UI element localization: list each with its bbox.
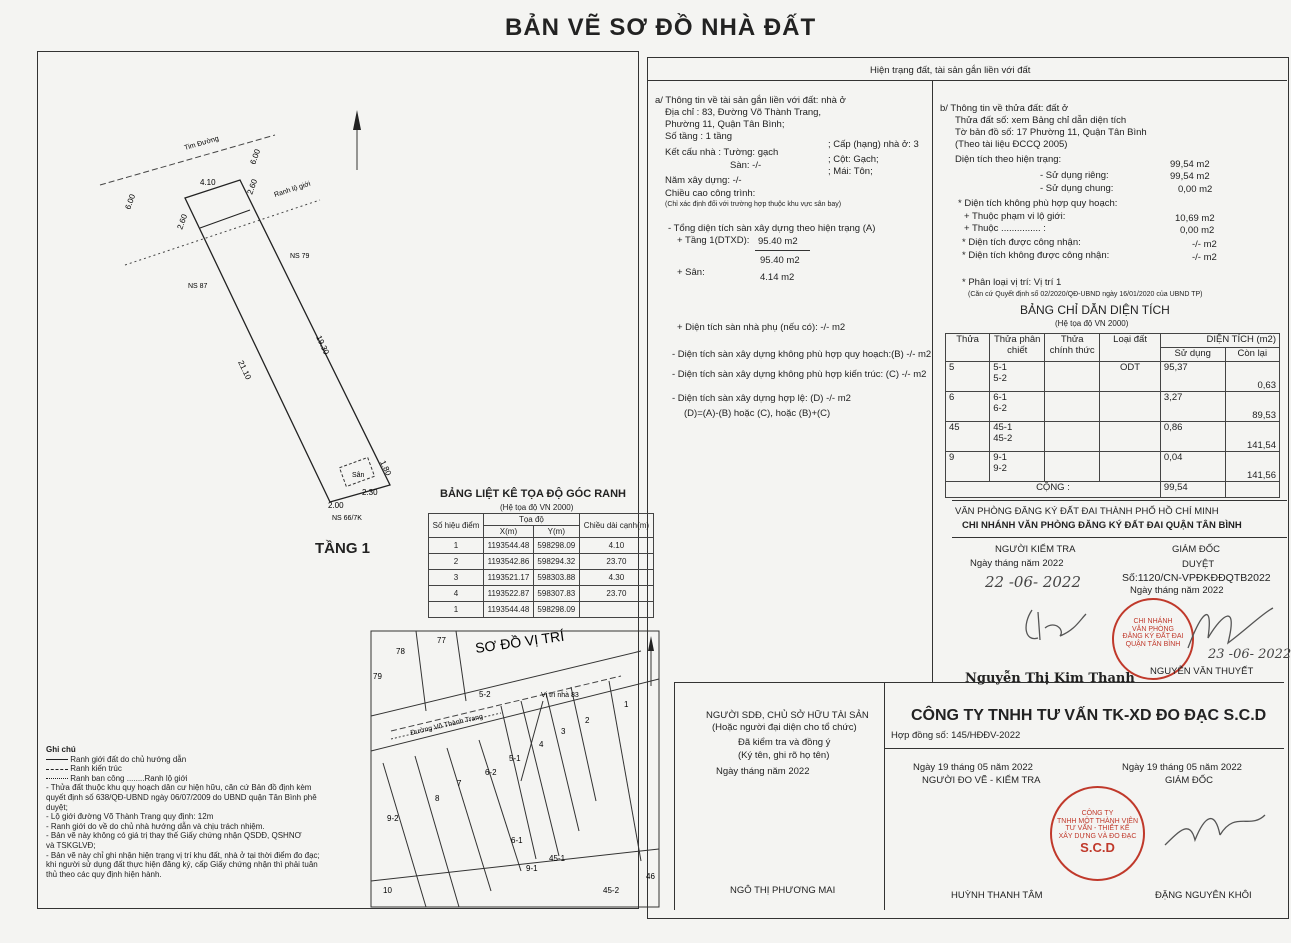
svg-text:79: 79 — [373, 672, 382, 681]
note-7: và TSKGLVĐ; — [46, 840, 96, 850]
house-aux: + Diện tích sàn nhà phụ (nếu có): -/- m2 — [677, 322, 846, 333]
house-total: - Tổng diện tích sàn xây dựng theo hiện trạng (A) — [668, 223, 876, 234]
house-porch-val: 4.14 m2 — [760, 272, 795, 283]
dim-top: 4.10 — [200, 178, 216, 187]
svg-text:3: 3 — [561, 727, 566, 736]
land-row-7: * Diện tích không được công nhận: — [962, 250, 1110, 261]
note-1: - Thửa đất thuộc khu quy hoạch dân cư hiện hữu, căn cứ Bản đồ định kèm — [46, 783, 312, 793]
land-location-class: * Phân loại vị trí: Vị trí 1 — [962, 277, 1062, 288]
neighbor-66: NS 66/7K — [332, 515, 362, 522]
svg-text:2: 2 — [585, 716, 590, 725]
area-table: Thửa Thửa phân chiết Thửa chính thức Loại đất DIỆN TÍCH (m2) Sử dụng Còn lại 5 5-1 5-2 ODT 95,37 0,63 6 6-1 6-2 3,27 89,53 45 45-1 45-2 0,86 141,54 9 9-1 9-2 0,04 141,56 CỘNG : 99,54 — [945, 333, 1280, 498]
land-sheet: Tờ bản đồ số: 17 Phường 11, Quận Tân Bình — [955, 127, 1147, 138]
dim-d: 2.60 — [175, 212, 190, 231]
dim-b: 6.00 — [123, 192, 138, 211]
checker-signature — [1020, 600, 1090, 645]
land-heading: b/ Thông tin về thửa đất: đất ở — [940, 103, 1069, 114]
house-height-note: (Chỉ xác định đối với trường hợp thuộc khu vực sân bay) — [665, 201, 842, 208]
svg-text:4: 4 — [539, 740, 544, 749]
company-director-date: Ngày 19 tháng 05 năm 2022 — [1122, 762, 1242, 773]
svg-text:8: 8 — [435, 794, 440, 803]
house-grade: ; Cấp (hạng) nhà ở: 3 — [828, 139, 919, 150]
note-9: khi người sử dụng đất thực hiện đăng ký, cấp Giấy chứng nhận thì phải tuân — [46, 860, 318, 870]
surveyor-date: Ngày 19 tháng 05 năm 2022 — [913, 762, 1033, 773]
director-title: GIÁM ĐỐC — [1172, 544, 1221, 555]
svg-text:45-2: 45-2 — [603, 886, 620, 895]
owner-l2: (Hoặc người đại diện cho tổ chức) — [712, 722, 857, 733]
approved: DUYỆT — [1182, 559, 1215, 570]
checker-name: Nguyễn Thị Kim Thanh — [965, 671, 1135, 686]
svg-text:77: 77 — [437, 636, 446, 645]
house-roof: ; Mái: Tôn; — [828, 166, 873, 177]
note-8: - Bản vẽ này chỉ ghi nhận hiện trạng vị trí khu đất, nhà ở tại thời điểm đo đạc; — [46, 850, 320, 860]
house-d-formula: (D)=(A)-(B) hoặc (C), hoặc (B)+(C) — [684, 408, 831, 419]
owner-l1: NGƯỜI SDĐ, CHỦ SỞ HỮU TÀI SẢN — [706, 710, 869, 721]
company-signature — [1160, 800, 1270, 860]
right-header: Hiện trạng đất, tài sản gắn liền với đất — [870, 65, 1031, 76]
land-nonconform: * Diện tích không phù hợp quy hoạch: — [958, 198, 1118, 209]
surveyor-name: HUỲNH THANH TÂM — [951, 890, 1043, 901]
land-row-5: + Thuộc ............... : — [964, 223, 1046, 234]
dim-left: 21.10 — [236, 359, 253, 381]
road-label: Tim Đường — [183, 135, 220, 152]
coords-table: Số hiệu điểm Tọa độ Chiều dài cạnh(m) X(m) Y(m) 1 1193544.48 598298.09 4.10 2 1193542.86 598294.32 23.70 3 1193521.17 598303.88 4.30 4 1193522.87 598307.83 23.70 1 1193544.48 598298.09 — [428, 513, 654, 618]
land-row-6: * Diện tích được công nhận: — [962, 237, 1081, 248]
land-row-4: + Thuộc phạm vi lộ giới: — [964, 211, 1066, 222]
house-floor1-val: 95.40 m2 — [758, 236, 798, 247]
svg-text:45-1: 45-1 — [549, 854, 566, 863]
note-3: duyệt; — [46, 802, 68, 812]
office-line1: VĂN PHÒNG ĐĂNG KÝ ĐẤT ĐAI THÀNH PHỐ HỒ CHÍ MINH — [955, 506, 1219, 517]
note-6: - Bản vẽ này không có giá trị thay thế Giấy chứng nhận QSDĐ, QSHNƠ — [46, 831, 302, 841]
house-address2: Phường 11, Quận Tân Bình; — [665, 119, 785, 130]
svg-text:9-1: 9-1 — [526, 864, 538, 873]
director-date: Ngày tháng năm 2022 — [1130, 585, 1224, 596]
map-title: SƠ ĐỒ VỊ TRÍ — [474, 627, 566, 656]
owner-name: NGÔ THỊ PHƯƠNG MAI — [730, 885, 836, 896]
land-location-basis: (Căn cứ Quyết định số 02/2020/QĐ-UBND ngày 16/01/2020 của UBND TP) — [968, 291, 1203, 298]
approval-number: Số:1120/CN-VPĐKĐĐQTB2022 — [1122, 572, 1271, 584]
svg-text:5-1: 5-1 — [509, 754, 521, 763]
dim-c: 2.60 — [245, 177, 260, 196]
company-director-name: ĐẶNG NGUYÊN KHÔI — [1155, 890, 1252, 901]
coords-subtitle: (Hệ tọa độ VN 2000) — [500, 503, 574, 512]
land-row-2: - Sử dụng riêng: — [1040, 170, 1109, 181]
map-street: Đường Võ Thành Trang — [409, 713, 484, 737]
svg-text:10: 10 — [383, 886, 392, 895]
floor-label: TẦNG 1 — [315, 540, 371, 557]
house-heading: a/ Thông tin về tài sản gắn liền với đất: nhà ở — [655, 95, 846, 106]
house-address1: Địa chỉ : 83, Đường Võ Thành Trang, — [665, 107, 822, 118]
note-5: - Ranh giới do về do chủ nhà hướng dẫn và chịu trách nhiệm. — [46, 821, 265, 831]
site-plan — [90, 100, 420, 520]
checker-date-hand: 22 -06- 2022 — [985, 573, 1082, 591]
land-row-3-val: 0,00 m2 — [1178, 184, 1213, 195]
land-row-2-val: 99,54 m2 — [1170, 171, 1210, 182]
note-2: quyết định số 638/QĐ-UBND ngày 06/07/2009 do UBND quận Tân Bình phê — [46, 792, 317, 802]
house-floor-mat: Sàn: -/- — [730, 160, 762, 171]
land-source: (Theo tài liệu ĐCCQ 2005) — [955, 139, 1068, 150]
surveyor-role: NGƯỜI ĐO VẼ - KIỂM TRA — [922, 775, 1041, 786]
owner-l4: (Ký tên, ghi rõ họ tên) — [738, 750, 830, 761]
house-d: - Diện tích sàn xây dựng hợp lệ: (D) -/- m2 — [672, 393, 851, 404]
note-4: - Lộ giới đường Võ Thành Trang quy định: 12m — [46, 812, 214, 822]
dim-g: 2.30 — [362, 488, 378, 497]
dim-f: 2.00 — [328, 501, 344, 510]
map-target: Vị trí nhà 83 — [541, 692, 579, 699]
legend-2: Ranh kiến trúc — [70, 764, 122, 774]
company-contract: Hợp đồng số: 145/HĐĐV-2022 — [891, 730, 1021, 741]
house-year: Năm xây dựng: -/- — [665, 175, 742, 186]
office-line2: CHI NHÁNH VĂN PHÒNG ĐĂNG KÝ ĐẤT ĐAI QUẬN TÂN BÌNH — [962, 520, 1242, 531]
dim-a: 6.00 — [248, 147, 263, 166]
land-row-6-val: -/- m2 — [1192, 239, 1217, 250]
director-date-hand: 23 -06- 2022 — [1208, 647, 1291, 662]
checker-title: NGƯỜI KIỂM TRA — [995, 544, 1076, 555]
location-map — [371, 627, 659, 907]
page-title: BẢN VẼ SƠ ĐỒ NHÀ ĐẤT — [505, 14, 817, 41]
legend-3: Ranh ban công ........Ranh lộ giới — [70, 773, 188, 783]
house-column: ; Cột: Gạch; — [828, 154, 879, 165]
svg-text:7: 7 — [457, 779, 462, 788]
house-floor1: + Tầng 1(DTXD): — [677, 235, 750, 246]
land-row-4-val: 10,69 m2 — [1175, 213, 1215, 224]
area-title: BẢNG CHỈ DẪN DIỆN TÍCH — [1020, 303, 1170, 317]
owner-date: Ngày tháng năm 2022 — [716, 766, 810, 777]
house-porch: + Sân: — [677, 267, 705, 278]
director-name: NGUYỄN VĂN THUYẾT — [1150, 666, 1254, 677]
svg-text:6-1: 6-1 — [511, 836, 523, 845]
svg-text:9-2: 9-2 — [387, 814, 399, 823]
svg-text:1: 1 — [624, 700, 629, 709]
note-10: thủ theo các quy định hiện hành. — [46, 869, 162, 879]
house-structure: Kết cấu nhà : Tường: gạch — [665, 147, 779, 158]
checker-date: Ngày tháng năm 2022 — [970, 558, 1064, 569]
company-stamp: CÔNG TY TNHH MỘT THÀNH VIÊN TƯ VẤN - THIẾT KẾ XÂY DỰNG VÀ ĐO ĐẠC S.C.D — [1050, 786, 1145, 881]
company-director-role: GIÁM ĐỐC — [1165, 775, 1214, 786]
owner-l3: Đã kiểm tra và đồng ý — [738, 737, 831, 748]
land-row-3: - Sử dụng chung: — [1040, 183, 1114, 194]
house-floor1-sum: 95.40 m2 — [760, 255, 800, 266]
land-row-5-val: 0,00 m2 — [1180, 225, 1215, 236]
map-north-arrow-icon — [648, 636, 654, 651]
area-subtitle: (Hệ tọa độ VN 2000) — [1055, 319, 1129, 328]
neighbor-87: NS 87 — [188, 283, 208, 290]
dim-e: 1.80 — [378, 459, 393, 477]
company-name: CÔNG TY TNHH TƯ VẤN TK-XD ĐO ĐẠC S.C.D — [911, 707, 1267, 724]
porch-label: Sân — [352, 472, 365, 479]
land-row-7-val: -/- m2 — [1192, 252, 1217, 263]
house-c: - Diện tích sàn xây dựng không phù hợp kiến trúc: (C) -/- m2 — [672, 369, 927, 380]
office-stamp: CHI NHÁNH VĂN PHÒNG ĐĂNG KÝ ĐẤT ĐAI QUẬN TÂN BÌNH — [1112, 598, 1194, 680]
coords-title: BẢNG LIỆT KÊ TỌA ĐỘ GÓC RANH — [440, 488, 626, 500]
header-divider — [647, 80, 1287, 81]
parcel-outline — [185, 180, 390, 502]
svg-text:6-2: 6-2 — [485, 768, 497, 777]
north-arrow-icon — [353, 110, 361, 130]
notes — [46, 745, 366, 879]
center-divider — [932, 80, 933, 682]
house-height: Chiều cao công trình: — [665, 188, 756, 199]
house-b: - Diện tích sàn xây dựng không phù hợp quy hoạch:(B) -/- m2 — [672, 349, 932, 360]
svg-text:78: 78 — [396, 647, 405, 656]
legend-1: Ranh giới đất do chủ hướng dẫn — [70, 754, 187, 764]
land-parcel: Thửa đất số: xem Bảng chỉ dẫn diện tích — [955, 115, 1127, 126]
setback-line — [200, 210, 250, 228]
svg-text:46: 46 — [646, 872, 655, 881]
neighbor-79: NS 79 — [290, 253, 310, 260]
house-floors: Số tầng : 1 tầng — [665, 131, 733, 142]
boundary-label: Ranh lộ giới — [273, 180, 312, 199]
land-row-1-val: 99,54 m2 — [1170, 159, 1210, 170]
dim-right: 19.30 — [314, 334, 331, 356]
notes-title: Ghi chú — [46, 745, 76, 754]
svg-text:5-2: 5-2 — [479, 690, 491, 699]
land-row-1: Diện tích theo hiện trạng: — [955, 154, 1062, 165]
